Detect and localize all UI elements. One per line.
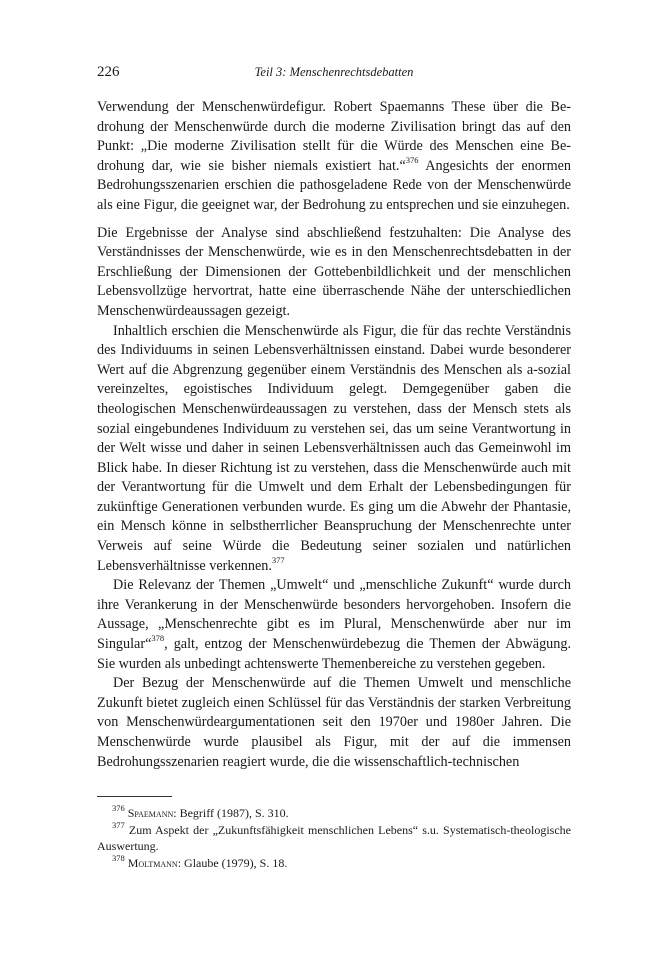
footnote bbox=[97, 819, 571, 855]
footnote-author: Spaemann bbox=[127, 806, 174, 820]
paragraph-text: Inhaltlich erschien die Menschenwürde als Figur, die für das rechte Verständnis des Individuums in seinen Lebensverhältnissen einstand. Dabei wurde besonderer Wert auf die Abgrenzung gegenüber einem Verständnis des Menschen als a-sozial vereinzeltes, egoistisches Individuum gelegt. Demgegenüber gaben die theologischen Menschenwürdeaussagen zu verstehen, dass der Mensch stets als sozial eingebundenes Individuum zu verstehen sei, das um seine Verantwortung in der Welt wisse und daher in seinen Lebensverhältnissen auch das Gemeinwohl im Blick habe. In dieser Richtung ist zu verstehen, dass die Menschenwürde auch mit der Verantwortung für die Umwelt und dem Erhalt der Lebensbedingungen für zukünftige Generationen verbunden wurde. Es ging um die Abwehr der Phantasie, ein Mensch könne in selbstherrlicher Beanspruchung der Menschenrechte unter Verweis auf seine Würde die Bedeutung seiner sozialen und natürlichen Lebensverhältnisse verkennen. bbox=[97, 322, 571, 574]
footnotes bbox=[97, 805, 571, 871]
footnote-number: 377 bbox=[112, 819, 125, 830]
footnote-divider bbox=[97, 796, 172, 797]
paragraph-text: Die Relevanz der Themen „Umwelt“ und „menschliche Zukunft“ wurde durch ihre Verankerung in der Menschenwürde besonders hervorgehoben. Insofern die Aussage, „Menschenrechte gibt es im Plural, Menschenwürde aber nur im Singular“ bbox=[97, 577, 571, 653]
paragraph-text: Die Ergebnisse der Analyse sind abschließend festzuhalten: Die Analyse des Verständnisses der Menschenwürde, wie es in den Menschenrechtsdebatten in der Erschließung der Dimensionen der Gottebenbildlichkeit und der menschlichen Lebensvollzüge hervortrat, hatte eine überraschende Nähe der unterschiedlichen Menschenwürdeaussagen gezeigt. bbox=[97, 224, 571, 319]
footnote-text: : Begriff (1987), S. 310. bbox=[173, 806, 289, 820]
footnote bbox=[97, 805, 571, 822]
paragraph-text: , galt, entzog der Menschenwürdebezug die Themen der Abwägung. Sie wurden als unbedingt achtenswerte Themenbereiche zu verstehen gegeben. bbox=[97, 636, 571, 672]
paragraph-text: Verwendung der Menschenwürdefigur. Robert Spaemanns These über die Bedrohung der Menschenwürde durch die moderne Zivilisation bringt das auf den Punkt: „Die moderne Zivilisation stellt für die Würde des Menschen eine Bedrohung dar, wie sie bisher niemals existiert hat.“ bbox=[97, 99, 571, 174]
running-title: Teil 3: Menschenrechtsdebatten bbox=[254, 65, 414, 79]
footnote-text: : Glaube (1979), S. 18. bbox=[177, 855, 288, 870]
footnote-author: Moltmann bbox=[127, 855, 178, 870]
footnote-ref: 376 bbox=[405, 155, 419, 166]
footnote-ref: 377 bbox=[271, 554, 285, 565]
page-number: 226 bbox=[97, 64, 120, 80]
footnote-text: Zum Aspekt der „Zukunftsfähigkeit menschlichen Lebens“ s.u. Systematisch-theologische Auswertung. bbox=[97, 822, 571, 854]
paragraph-text: Angesichts der enormen Bedrohungsszenarien erschien die pathosgeladene Rede von der Menschenwürde als eine Figur, die geeignet war, der Bedrohung zu entsprechen und sie einzuhegen. bbox=[97, 157, 571, 213]
page-header bbox=[97, 64, 571, 84]
paragraph bbox=[97, 224, 571, 322]
paragraph bbox=[97, 576, 571, 674]
paragraph bbox=[97, 98, 571, 216]
paragraph bbox=[97, 674, 571, 772]
footnote-ref: 378 bbox=[151, 633, 165, 644]
footnote-number: 376 bbox=[112, 803, 125, 813]
paragraph-text: Der Bezug der Menschenwürde auf die Themen Umwelt und menschliche Zukunft bietet zugleich einen Schlüssel für das Verständnis der starken Verbreitung von Menschenwürdeargumentationen seit den 1970er und 1980er Jahren. Die Menschenwürde wurde plausibel als Figur, mit der auf die immensen Bedrohungsszenarien reagiert wurde, die die wissenschaftlich-technischen bbox=[97, 675, 571, 770]
footnote-number: 378 bbox=[112, 852, 125, 863]
body-text bbox=[97, 98, 571, 772]
footnote bbox=[97, 852, 571, 872]
paragraph bbox=[97, 322, 571, 577]
